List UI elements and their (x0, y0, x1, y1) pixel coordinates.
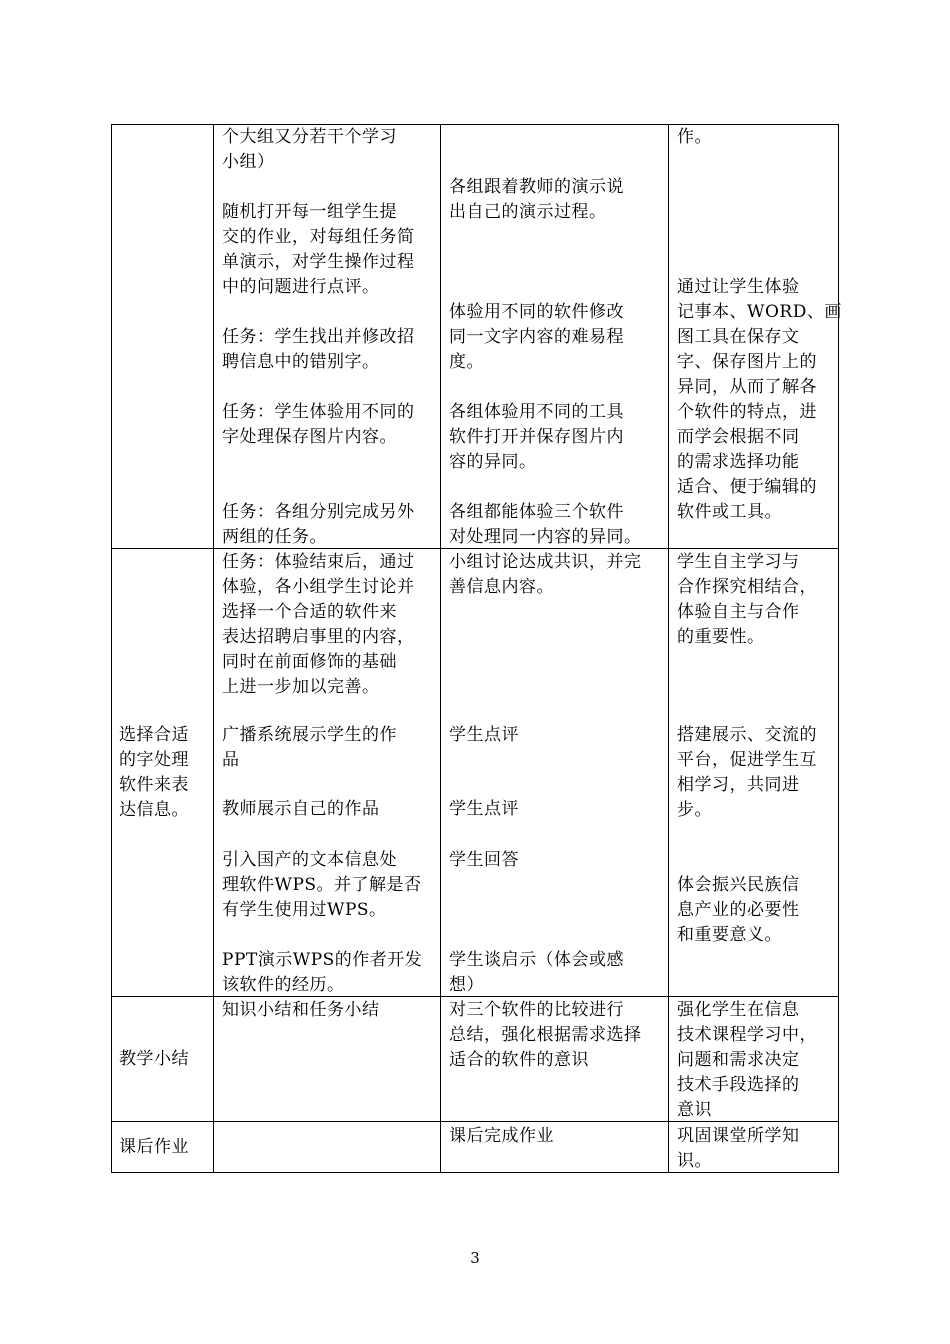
cell-text-line: 聘信息中的错别字。 (222, 352, 380, 372)
table-border (111, 1172, 839, 1173)
cell-text-line: 各组都能体验三个软件 (449, 502, 624, 522)
cell-text-line: 技术手段选择的 (677, 1075, 800, 1095)
cell-text-line: 体会振兴民族信 (677, 875, 800, 895)
cell-text-line: 问题和需求决定 (677, 1050, 800, 1070)
cell-text-line: 各组跟着教师的演示说 (449, 177, 624, 197)
cell-text-line: 学生点评 (449, 725, 519, 745)
cell-text-line: 通过让学生体验 (677, 277, 800, 297)
cell-text-line: 记事本、WORD、画 (677, 302, 842, 322)
cell-text-line: 同一文字内容的难易程 (449, 327, 624, 347)
cell-text-line: 选择合适 (119, 725, 189, 745)
cell-text-line: 学生回答 (449, 850, 519, 870)
cell-text-line: 选择一个合适的软件来 (222, 602, 397, 622)
cell-text-line: 小组） (222, 152, 275, 172)
cell-text-line: 强化学生在信息 (677, 1000, 800, 1020)
cell-text-line: 广播系统展示学生的作 (222, 725, 397, 745)
cell-text-line: 任务：学生找出并修改招 (222, 327, 415, 347)
table-border (668, 124, 669, 1173)
cell-text-line: 随机打开每一组学生提 (222, 202, 397, 222)
cell-text-line: 体验自主与合作 (677, 602, 800, 622)
cell-text-line: 有学生使用过WPS。 (222, 900, 387, 920)
cell-text-line: 对三个软件的比较进行 (449, 1000, 624, 1020)
cell-text-line: 相学习，共同进 (677, 775, 800, 795)
cell-text-line: 软件或工具。 (677, 502, 782, 522)
cell-text-line: 适合的软件的意识 (449, 1050, 589, 1070)
cell-text-line: 的字处理 (119, 750, 189, 770)
cell-text-line: 而学会根据不同 (677, 427, 800, 447)
cell-text-line: 课后作业 (119, 1137, 189, 1157)
cell-text-line: 作。 (677, 127, 712, 147)
cell-text-line: 课后完成作业 (449, 1126, 554, 1146)
cell-text-line: 巩固课堂所学知 (677, 1126, 800, 1146)
cell-text-line: 息产业的必要性 (677, 900, 800, 920)
cell-text-line: 两组的任务。 (222, 527, 327, 547)
cell-text-line: 上进一步加以完善。 (222, 677, 380, 697)
cell-text-line: 和重要意义。 (677, 925, 782, 945)
cell-text-line: 技术课程学习中， (677, 1025, 817, 1045)
cell-text-line: 引入国产的文本信息处 (222, 850, 397, 870)
cell-text-line: 学生点评 (449, 799, 519, 819)
table-border (213, 124, 214, 1173)
table-border (111, 124, 112, 1173)
cell-text-line: 小组讨论达成共识，并完 (449, 552, 642, 572)
cell-text-line: 各组体验用不同的工具 (449, 402, 624, 422)
cell-text-line: 识。 (677, 1151, 712, 1171)
table-border (440, 124, 441, 1173)
table-border (111, 1121, 839, 1122)
cell-text-line: 善信息内容。 (449, 577, 554, 597)
cell-text-line: 知识小结和任务小结 (222, 1000, 380, 1020)
page-number: 3 (470, 1249, 480, 1267)
cell-text-line: 出自己的演示过程。 (449, 202, 607, 222)
cell-text-line: 达信息。 (119, 800, 189, 820)
cell-text-line: PPT演示WPS的作者开发 (222, 950, 423, 970)
cell-text-line: 搭建展示、交流的 (677, 725, 817, 745)
cell-text-line: 体验，各小组学生讨论并 (222, 577, 415, 597)
cell-text-line: 的重要性。 (677, 627, 765, 647)
cell-text-line: 软件来表 (119, 775, 189, 795)
cell-text-line: 度。 (449, 352, 484, 372)
table-border (838, 124, 839, 1173)
cell-text-line: 表达招聘启事里的内容， (222, 627, 415, 647)
cell-text-line: 学生自主学习与 (677, 552, 800, 572)
cell-text-line: 适合、便于编辑的 (677, 477, 817, 497)
cell-text-line: 交的作业，对每组任务简 (222, 227, 415, 247)
cell-text-line: 中的问题进行点评。 (222, 277, 380, 297)
cell-text-line: 品 (222, 750, 240, 770)
cell-text-line: 个大组又分若干个学习 (222, 127, 397, 147)
cell-text-line: 体验用不同的软件修改 (449, 302, 624, 322)
cell-text-line: 总结，强化根据需求选择 (449, 1025, 642, 1045)
cell-text-line: 任务：体验结束后，通过 (222, 552, 415, 572)
cell-text-line: 该软件的经历。 (222, 975, 345, 995)
cell-text-line: 合作探究相结合， (677, 577, 817, 597)
cell-text-line: 步。 (677, 800, 712, 820)
cell-text-line: 平台，促进学生互 (677, 750, 817, 770)
cell-text-line: 学生谈启示（体会或感 (449, 950, 624, 970)
cell-text-line: 软件打开并保存图片内 (449, 427, 624, 447)
cell-text-line: 异同，从而了解各 (677, 377, 817, 397)
cell-text-line: 教师展示自己的作品 (222, 799, 380, 819)
cell-text-line: 意识 (677, 1100, 712, 1120)
cell-text-line: 同时在前面修饰的基础 (222, 652, 397, 672)
cell-text-line: 想） (449, 975, 484, 995)
cell-text-line: 容的异同。 (449, 452, 537, 472)
cell-text-line: 的需求选择功能 (677, 452, 800, 472)
cell-text-line: 字、保存图片上的 (677, 352, 817, 372)
cell-text-line: 单演示，对学生操作过程 (222, 252, 415, 272)
table-border (111, 124, 839, 125)
cell-text-line: 任务：各组分别完成另外 (222, 502, 415, 522)
cell-text-line: 字处理保存图片内容。 (222, 427, 397, 447)
cell-text-line: 个软件的特点，进 (677, 402, 817, 422)
cell-text-line: 教学小结 (119, 1049, 189, 1069)
cell-text-line: 任务：学生体验用不同的 (222, 402, 415, 422)
cell-text-line: 对处理同一内容的异同。 (449, 527, 642, 547)
cell-text-line: 理软件WPS。并了解是否 (222, 875, 422, 895)
cell-text-line: 图工具在保存文 (677, 327, 800, 347)
